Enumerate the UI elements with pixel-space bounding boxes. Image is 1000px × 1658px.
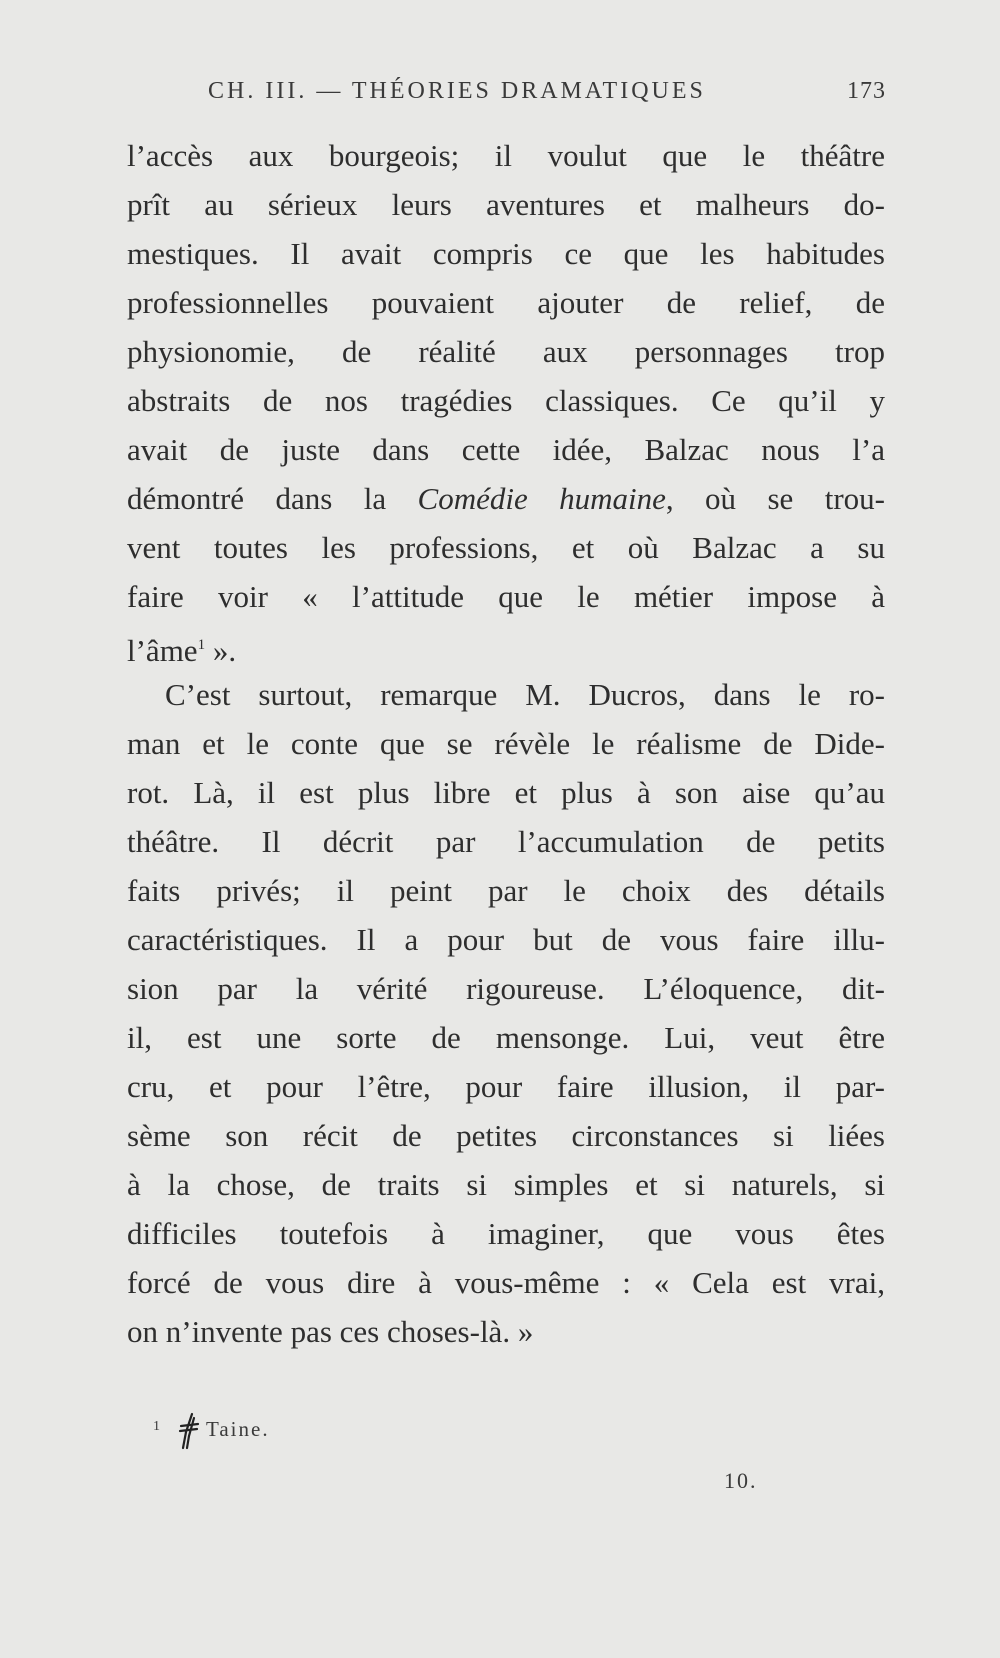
body-text — [127, 131, 885, 1356]
text-line: à la chose, de traits si simples et si naturels, si — [127, 1167, 885, 1202]
footnote — [153, 1412, 270, 1450]
text-line: mestiques. Il avait compris ce que les habitudes — [127, 236, 885, 271]
text-line — [127, 621, 885, 670]
text-line: avait de juste dans cette idée, Balzac nous l’a — [127, 432, 885, 467]
text-line: difficiles toutefois à imaginer, que vous êtes — [127, 1216, 885, 1251]
book-title-italic: Comédie humaine — [417, 481, 666, 516]
page-number: 173 — [847, 78, 886, 104]
text-fragment: , où se trou- — [665, 481, 885, 516]
text-line: théâtre. Il décrit par l’accumulation de petits — [127, 824, 885, 859]
text-line: l’accès aux bourgeois; il voulut que le théâtre — [127, 138, 885, 173]
text-line: C’est surtout, remarque M. Ducros, dans le ro- — [165, 677, 885, 712]
text-line: caractéristiques. Il a pour but de vous faire illu- — [127, 922, 885, 957]
text-line: vent toutes les professions, et où Balzac a su — [127, 530, 885, 565]
text-line: sème son récit de petites circonstances si liées — [127, 1118, 885, 1153]
ink-mark-icon — [178, 1412, 200, 1450]
text-line: sion par la vérité rigoureuse. L’éloquence, dit- — [127, 971, 885, 1006]
text-line: faits privés; il peint par le choix des détails — [127, 873, 885, 908]
signature-mark: 10. — [724, 1468, 758, 1493]
text-line: on n’invente pas ces choses-là. » — [127, 1314, 534, 1349]
text-line: man et le conte que se révèle le réalisme de Dide- — [127, 726, 885, 761]
text-line: faire voir « l’attitude que le métier impose à — [127, 579, 885, 614]
text-fragment: démontré dans la — [127, 481, 418, 516]
text-line: cru, et pour l’être, pour faire illusion, il par- — [127, 1069, 885, 1104]
chapter-title: CH. III. — THÉORIES DRAMATIQUES — [208, 78, 706, 104]
text-line: il, est une sorte de mensonge. Lui, veut être — [127, 1020, 885, 1055]
text-line — [127, 474, 885, 523]
text-line: forcé de vous dire à vous-même : « Cela est vrai, — [127, 1265, 885, 1300]
footnote-reference: 1 — [197, 637, 206, 653]
footnote-number: 1 — [153, 1419, 162, 1434]
text-line: professionnelles pouvaient ajouter de relief, de — [127, 285, 885, 320]
text-line: abstraits de nos tragédies classiques. Ce qu’il y — [127, 383, 885, 418]
text-fragment: ». — [205, 633, 237, 668]
footnote-text: Taine. — [206, 1417, 270, 1441]
text-line: prît au sérieux leurs aventures et malheurs do- — [127, 187, 885, 222]
text-line: physionomie, de réalité aux personnages trop — [127, 334, 885, 369]
text-fragment: l’âme — [127, 633, 198, 668]
text-line: rot. Là, il est plus libre et plus à son aise qu’au — [127, 775, 885, 810]
